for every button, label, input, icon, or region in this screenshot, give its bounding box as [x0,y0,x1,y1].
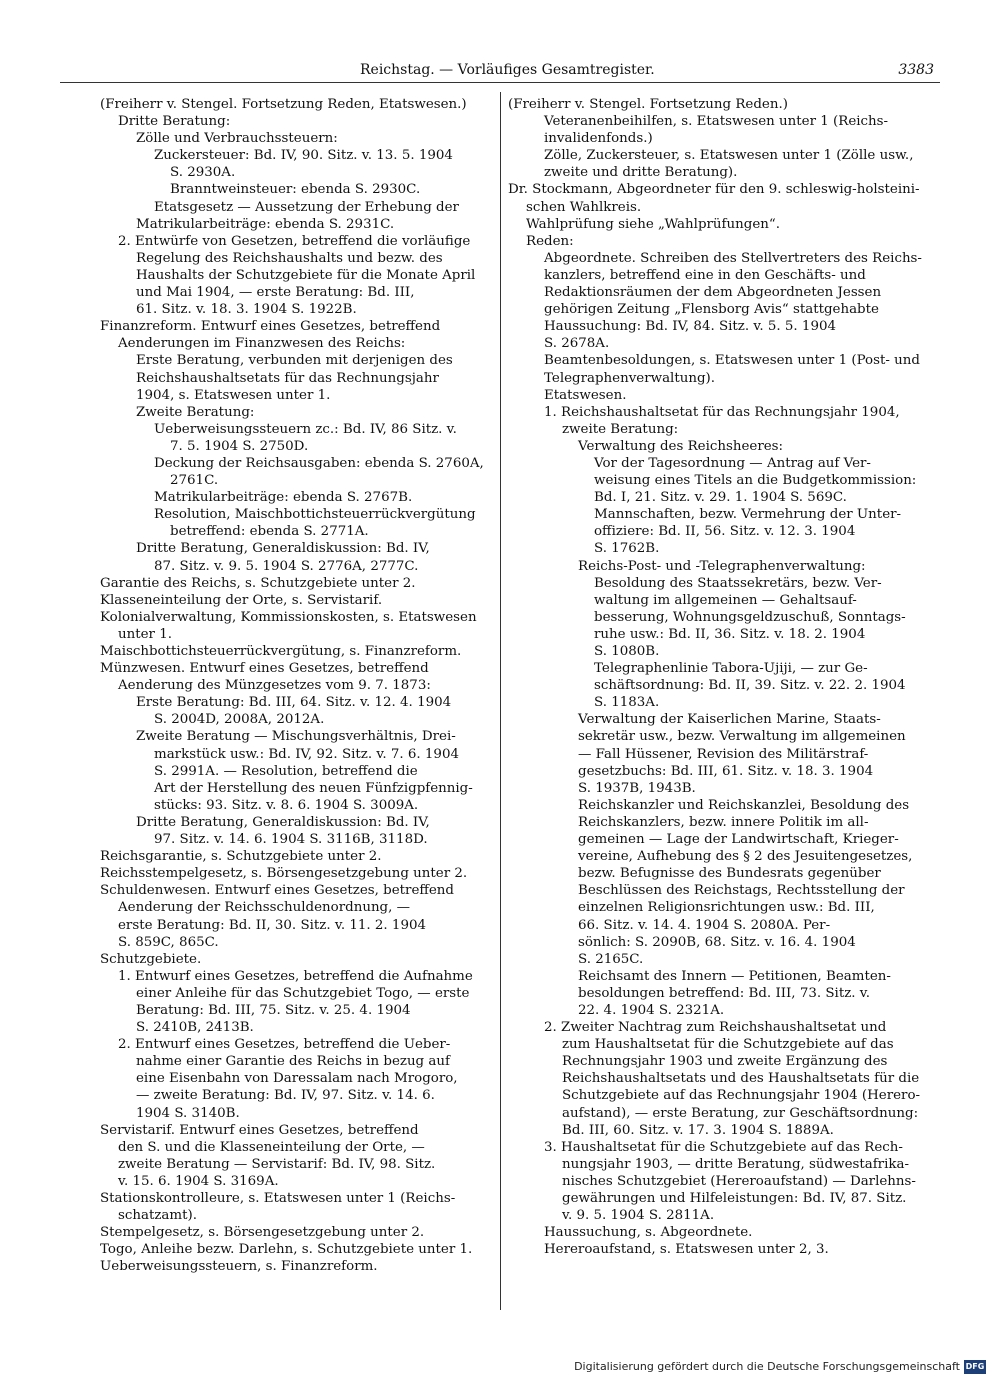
index-line: Matrikularbeiträge: ebenda S. 2931C. [136,216,395,232]
index-line: (Freiherr v. Stengel. Fortsetzung Reden, Etatswesen.) [100,97,467,112]
index-line: S. 2410B, 2413B. [136,1020,254,1036]
index-line: S. 2165C. [578,951,644,967]
index-line: Mannschaften, bezw. Vermehrung der Unter- [594,507,902,523]
index-line: Servistarif. Entwurf eines Gesetzes, betreffend [100,1122,419,1138]
index-line: sekretär usw., bezw. Verwaltung im allgemeinen [578,729,906,745]
index-line: S. 1183A. [594,695,660,711]
index-line: — Fall Hüssener, Revision des Militärstraf- [578,746,869,762]
right-column [508,96,936,1258]
index-line: Branntweinsteuer: ebenda S. 2930C. [170,182,421,198]
index-line: vereine, Aufhebung des § 2 des Jesuitengesetzes, [578,849,913,865]
index-line: Regelung des Reichshaushalts und bezw. des [136,250,443,266]
index-line: 7. 5. 1904 S. 2750D. [170,438,309,454]
index-line: Kolonialverwaltung, Kommissionskosten, s. Etatswesen [100,609,477,625]
index-line: weisung eines Titels an die Budgetkommission: [594,473,917,489]
index-line: S. 2991A. — Resolution, betreffend die [154,763,418,779]
index-line: den S. und die Klasseneinteilung der Orte, — [118,1139,425,1155]
index-line: unter 1. [118,626,172,642]
index-line: 87. Sitz. v. 9. 5. 1904 S. 2776A, 2777C. [154,558,419,574]
index-line: Beratung: Bd. III, 75. Sitz. v. 25. 4. 1904 [136,1002,411,1018]
index-line: Aenderung der Reichsschuldenordnung, — [118,900,411,916]
index-line: nahme einer Garantie des Reichs in bezug auf [136,1054,450,1070]
left-column [100,96,492,1275]
index-line: Reichskanzlers, bezw. innere Politik im all- [578,814,869,830]
index-line: gehörigen Zeitung „Flensborg Avis“ stattgehabte [544,302,879,318]
index-line: erste Beratung: Bd. II, 30. Sitz. v. 11. 2. 1904 [118,917,427,933]
index-line: Telegraphenlinie Tabora-Ujiji, — zur Ge- [594,661,868,677]
index-line: 2. Entwurf eines Gesetzes, betreffend die Ueber- [118,1037,451,1053]
index-line: einer Anleihe für das Schutzgebiet Togo, — erste [136,985,470,1001]
index-line: Deckung der Reichsausgaben: ebenda S. 2760A, [154,455,484,471]
index-line: Schutzgebiete auf das Rechnungsjahr 1904 (Herero- [562,1088,921,1104]
index-line: — zweite Beratung: Bd. IV, 97. Sitz. v. 14. 6. [136,1088,435,1104]
index-line: Erste Beratung: Bd. III, 64. Sitz. v. 12. 4. 1904 [136,695,452,711]
index-line: Hereroaufstand, s. Etatswesen unter 2, 3. [544,1242,829,1258]
index-line: schäftsordnung: Bd. II, 39. Sitz. v. 22. 2. 1904 [594,678,906,694]
index-line: S. 2004D, 2008A, 2012A. [154,712,325,728]
index-line: 61. Sitz. v. 18. 3. 1904 S. 1922B. [136,302,357,318]
index-line: ruhe usw.: Bd. II, 36. Sitz. v. 18. 2. 1904 [594,626,866,642]
index-line: aufstand), — erste Beratung, zur Geschäftsordnung: [562,1105,919,1121]
index-line: S. 859C, 865C. [118,934,219,950]
column-divider [500,92,501,1310]
index-line: Telegraphenverwaltung). [544,370,716,386]
index-line: S. 1762B. [594,541,660,557]
index-line: gesetzbuchs: Bd. III, 61. Sitz. v. 18. 3. 1904 [578,763,874,779]
index-line: Besoldung des Staatssekretärs, bezw. Ver- [594,575,882,591]
index-line: Redaktionsräumen der dem Abgeordneten Jessen [544,285,882,301]
index-line: Beamtenbesoldungen, s. Etatswesen unter 1 (Post- und [544,353,920,369]
index-line: Schutzgebiete. [100,951,202,967]
funding-credit: Digitalisierung gefördert durch die Deutsche Forschungsgemeinschaft [574,1360,960,1373]
index-line: schatzamt). [118,1208,197,1224]
index-line: S. 1937B, 1943B. [578,780,696,796]
index-line: Dr. Stockmann, Abgeordneter für den 9. schleswig-holsteini- [508,182,920,198]
index-line: Togo, Anleihe bezw. Darlehn, s. Schutzgebiete unter 1. [100,1242,473,1258]
index-line: 22. 4. 1904 S. 2321A. [578,1002,725,1018]
index-line: Haushalts der Schutzgebiete für die Monate April [136,267,476,283]
index-line: schen Wahlkreis. [526,199,642,215]
index-line: Dritte Beratung: [118,114,231,130]
index-line: 66. Sitz. v. 14. 4. 1904 S. 2080A. Per- [578,917,831,933]
index-line: Veteranenbeihilfen, s. Etatswesen unter 1 (Reichs- [544,114,889,130]
index-line: v. 9. 5. 1904 S. 2811A. [562,1208,715,1224]
index-line: Beschlüssen des Reichstags, Rechtsstellung der [578,883,905,899]
index-line: bezw. Befugnisse des Bundesrats gegenüber [578,866,881,882]
index-line: Bd. III, 60. Sitz. v. 17. 3. 1904 S. 1889A. [562,1122,834,1138]
index-line: Zuckersteuer: Bd. IV, 90. Sitz. v. 13. 5. 1904 [154,148,453,164]
index-line: 2761C. [170,473,219,489]
index-line: Reichsgarantie, s. Schutzgebiete unter 2. [100,849,382,865]
index-line: zum Haushaltsetat für die Schutzgebiete auf das [562,1037,894,1053]
footer [574,1357,986,1377]
index-line: 1904 S. 3140B. [136,1105,240,1121]
index-line: Etatswesen. [544,387,627,403]
index-line: 3. Haushaltsetat für die Schutzgebiete auf das Rech- [544,1139,903,1155]
dfg-logo-icon: DFG [964,1360,986,1374]
index-line: markstück usw.: Bd. IV, 92. Sitz. v. 7. 6. 1904 [154,746,459,762]
index-line: besserung, Wohnungsgeldzuschuß, Sonntags- [594,609,906,625]
index-line: Reichshaushaltsetats für das Rechnungsjahr [136,370,439,386]
index-line: Reden: [526,233,574,249]
index-line: Haussuchung: Bd. IV, 84. Sitz. v. 5. 5. 1904 [544,319,837,335]
index-line: 1. Reichshaushaltsetat für das Rechnungsjahr 1904, [544,404,900,420]
index-line: einzelnen Religionsrichtungen usw.: Bd. III, [578,900,875,916]
index-line: offiziere: Bd. II, 56. Sitz. v. 12. 3. 1904 [594,524,856,540]
index-line: betreffend: ebenda S. 2771A. [170,524,369,540]
index-line: Verwaltung der Kaiserlichen Marine, Staats- [578,712,881,728]
index-line: Etatsgesetz — Aussetzung der Erhebung der [154,199,459,215]
index-line: Finanzreform. Entwurf eines Gesetzes, betreffend [100,319,441,335]
index-line: Matrikularbeiträge: ebenda S. 2767B. [154,490,413,506]
index-line: Reichshaushaltsetats und des Haushaltsetats für die [562,1071,920,1087]
index-line: Abgeordnete. Schreiben des Stellvertreters des Reichs- [544,250,922,266]
index-line: Haussuchung, s. Abgeordnete. [544,1225,753,1241]
index-line: Erste Beratung, verbunden mit derjenigen des [136,353,453,369]
index-line: 2. Zweiter Nachtrag zum Reichshaushaltsetat und [544,1020,887,1036]
index-line: S. 2678A. [544,336,610,352]
index-line: Art der Herstellung des neuen Fünfzigpfennig- [154,780,473,796]
index-line: gewährungen und Hilfeleistungen: Bd. IV, 87. Sitz. [562,1191,907,1206]
index-line: Zölle und Verbrauchssteuern: [136,131,338,147]
index-line: Reichs-Post- und -Telegraphenverwaltung: [578,558,866,574]
index-line: Resolution, Maischbottichsteuerrückvergütung [154,507,476,523]
index-line: Zölle, Zuckersteuer, s. Etatswesen unter 1 (Zölle usw., [544,148,914,164]
index-line: v. 15. 6. 1904 S. 3169A. [118,1173,279,1189]
index-line: 1. Entwurf eines Gesetzes, betreffend die Aufnahme [118,968,473,984]
index-line: Verwaltung des Reichsheeres: [578,438,784,454]
running-title: Reichstag. — Vorläufiges Gesamtregister. [360,62,655,78]
index-line: Zweite Beratung: [136,404,255,420]
index-line: 97. Sitz. v. 14. 6. 1904 S. 3116B, 3118D. [154,832,428,848]
index-line: eine Eisenbahn von Daressalam nach Mrogoro, [136,1071,458,1087]
index-line: Stempelgesetz, s. Börsengesetzgebung unter 2. [100,1225,425,1241]
index-line: S. 1080B. [594,644,660,659]
index-line: zweite Beratung — Servistarif: Bd. IV, 98. Sitz. [118,1156,436,1172]
index-line: (Freiherr v. Stengel. Fortsetzung Reden.) [508,97,788,112]
index-line: Garantie des Reichs, s. Schutzgebiete unter 2. [100,575,416,591]
index-line: Dritte Beratung, Generaldiskussion: Bd. IV, [136,541,430,557]
index-line: waltung im allgemeinen — Gehaltsauf- [594,592,857,608]
index-line: invalidenfonds.) [544,131,653,147]
index-line: Schuldenwesen. Entwurf eines Gesetzes, betreffend [100,883,455,899]
index-line: Bd. I, 21. Sitz. v. 29. 1. 1904 S. 569C. [594,490,847,506]
page-header [60,60,940,82]
index-line: 2. Entwürfe von Gesetzen, betreffend die vorläufige [118,233,471,249]
index-line: zweite und dritte Beratung). [544,165,738,181]
page-number: 3383 [898,62,934,78]
index-line: nungsjahr 1903, — dritte Beratung, südwestafrika- [562,1156,909,1172]
index-line: Maischbottichsteuerrückvergütung, s. Finanzreform. [100,644,462,659]
index-line: nisches Schutzgebiet (Hereroaufstand) — Darlehns- [562,1173,916,1189]
index-line: zweite Beratung: [562,421,679,437]
index-line: kanzlers, betreffend eine in den Geschäfts- und [544,267,866,283]
index-line: 1904, s. Etatswesen unter 1. [136,387,331,403]
index-line: stücks: 93. Sitz. v. 8. 6. 1904 S. 3009A. [154,797,419,813]
index-line: S. 2930A. [170,165,236,181]
index-line: Reichskanzler und Reichskanzlei, Besoldung des [578,797,910,813]
header-divider [60,82,940,83]
index-line: Stationskontrolleure, s. Etatswesen unter 1 (Reichs- [100,1191,456,1206]
index-line: Ueberweisungssteuern zc.: Bd. IV, 86 Sitz. v. [154,421,457,437]
index-line: Aenderung des Münzgesetzes vom 9. 7. 1873: [118,678,431,694]
index-line: sönlich: S. 2090B, 68. Sitz. v. 16. 4. 1904 [578,934,856,950]
index-line: Rechnungsjahr 1903 und zweite Ergänzung des [562,1054,888,1070]
index-line: Aenderungen im Finanzwesen des Reichs: [118,336,406,352]
index-line: Klasseneinteilung der Orte, s. Servistarif. [100,592,383,608]
index-line: und Mai 1904, — erste Beratung: Bd. III, [136,285,415,301]
index-line: gemeinen — Lage der Landwirtschaft, Krieger- [578,832,899,848]
index-line: Dritte Beratung, Generaldiskussion: Bd. IV, [136,814,430,830]
index-line: Münzwesen. Entwurf eines Gesetzes, betreffend [100,661,429,677]
index-line: Reichsamt des Innern — Petitionen, Beamten- [578,968,891,984]
index-line: besoldungen betreffend: Bd. III, 73. Sitz. v. [578,985,871,1001]
index-line: Reichsstempelgesetz, s. Börsengesetzgebung unter 2. [100,866,468,882]
index-line: Ueberweisungssteuern, s. Finanzreform. [100,1259,378,1275]
index-line: Wahlprüfung siehe „Wahlprüfungen“. [526,216,780,232]
index-line: Zweite Beratung — Mischungsverhältnis, Drei- [136,729,456,745]
index-line: Vor der Tagesordnung — Antrag auf Ver- [594,455,871,471]
